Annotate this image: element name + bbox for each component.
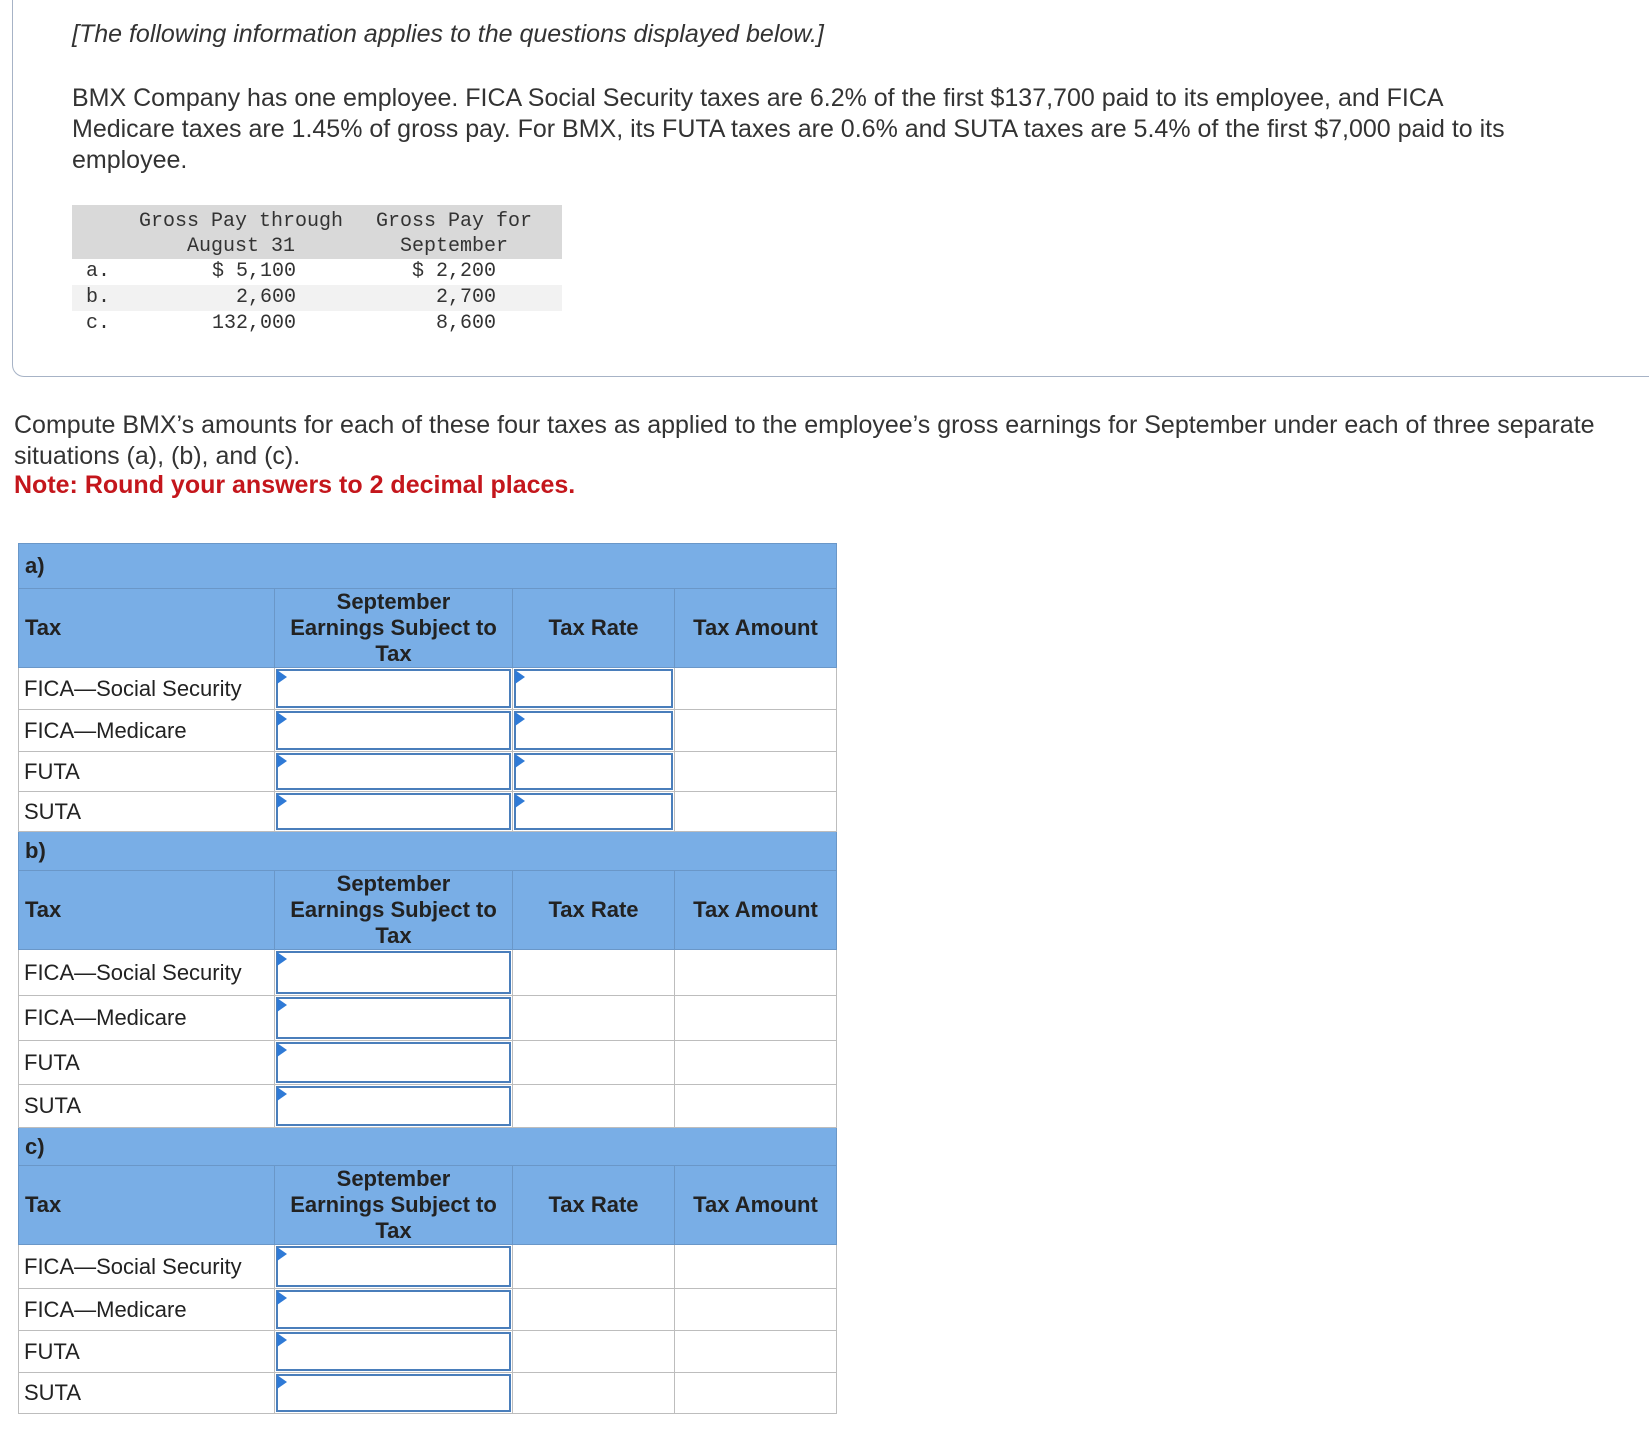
amount-column-header: Tax Amount	[675, 1166, 837, 1245]
table-row	[19, 1245, 837, 1289]
gross-pay-september-header: Gross Pay for September	[354, 205, 562, 259]
tax-amount-cell	[675, 1085, 837, 1128]
question-text: Compute BMX’s amounts for each of these four taxes as applied to the employee’s gross earnings for September under each of three separate situations (a), (b), and (c).	[14, 411, 1595, 470]
section-header-c	[19, 1128, 837, 1166]
row-label: c.	[86, 312, 111, 335]
rate-input[interactable]	[513, 792, 675, 832]
table-row	[19, 1289, 837, 1331]
gross-pay-table	[72, 205, 562, 337]
section-header-a	[19, 544, 837, 589]
tax-rate-cell	[513, 1373, 675, 1414]
table-row	[19, 996, 837, 1041]
earnings-input[interactable]	[275, 1289, 513, 1331]
august-value: $ 5,100	[211, 260, 296, 283]
tax-name: FICA—Medicare	[19, 1289, 275, 1331]
column-header-row	[19, 589, 837, 668]
tax-amount-cell	[675, 1245, 837, 1289]
label-header	[72, 205, 128, 259]
earnings-input[interactable]	[275, 668, 513, 710]
gross-pay-row	[72, 285, 562, 311]
rate-input[interactable]	[513, 710, 675, 752]
september-value: $ 2,200	[411, 260, 496, 283]
tax-amount-cell	[675, 950, 837, 996]
column-header-row	[19, 1166, 837, 1245]
tax-rate-cell	[513, 1245, 675, 1289]
problem-text: BMX Company has one employee. FICA Social Security taxes are 6.2% of the first $137,700 paid to its employee, and FICA Medicare taxes are 1.45% of gross pay. For BMX, its FUTA taxes are 0.6% and SUTA taxes are 5.4% of the first $7,000 paid to its employee.	[72, 84, 1505, 174]
rounding-note: Note: Round your answers to 2 decimal places.	[14, 471, 576, 499]
tax-column-header: Tax	[19, 589, 275, 668]
row-label: a.	[86, 260, 111, 283]
tax-amount-cell	[675, 1331, 837, 1373]
section-label: c)	[19, 1128, 837, 1166]
tax-amount-cell	[675, 710, 837, 752]
column-header-row	[19, 871, 837, 950]
rate-input[interactable]	[513, 752, 675, 792]
gross-pay-row	[72, 259, 562, 285]
august-value: 2,600	[128, 285, 354, 311]
rate-column-header: Tax Rate	[513, 589, 675, 668]
tax-rate-cell	[513, 1289, 675, 1331]
earnings-input[interactable]	[275, 1245, 513, 1289]
earnings-input[interactable]	[275, 1085, 513, 1128]
tax-amount-cell	[675, 1289, 837, 1331]
tax-column-header: Tax	[19, 871, 275, 950]
tax-rate-cell	[513, 996, 675, 1041]
table-row	[19, 950, 837, 996]
tax-amount-cell	[675, 1373, 837, 1414]
tax-name: FICA—Medicare	[19, 996, 275, 1041]
september-value: 8,600	[435, 312, 496, 335]
amount-column-header: Tax Amount	[675, 589, 837, 668]
tax-rate-cell	[513, 1041, 675, 1085]
tax-rate-cell	[513, 1085, 675, 1128]
september-value: 2,700	[354, 285, 562, 311]
section-label: b)	[19, 832, 837, 871]
tax-name: FICA—Social Security	[19, 668, 275, 710]
earnings-column-header: September Earnings Subject to Tax	[275, 871, 513, 950]
rate-column-header: Tax Rate	[513, 871, 675, 950]
earnings-input[interactable]	[275, 950, 513, 996]
earnings-input[interactable]	[275, 1373, 513, 1414]
tax-amount-cell	[675, 752, 837, 792]
earnings-input[interactable]	[275, 1331, 513, 1373]
earnings-column-header: September Earnings Subject to Tax	[275, 589, 513, 668]
answer-table	[18, 543, 837, 1414]
tax-name: SUTA	[19, 792, 275, 832]
tax-name: FICA—Social Security	[19, 950, 275, 996]
tax-amount-cell	[675, 792, 837, 832]
tax-amount-cell	[675, 996, 837, 1041]
earnings-input[interactable]	[275, 792, 513, 832]
table-row	[19, 1373, 837, 1414]
tax-amount-cell	[675, 1041, 837, 1085]
table-row	[19, 752, 837, 792]
rate-input[interactable]	[513, 668, 675, 710]
tax-name: SUTA	[19, 1085, 275, 1128]
table-row	[19, 1085, 837, 1128]
tax-name: FICA—Medicare	[19, 710, 275, 752]
amount-column-header: Tax Amount	[675, 871, 837, 950]
tax-column-header: Tax	[19, 1166, 275, 1245]
table-row	[19, 668, 837, 710]
tax-name: FICA—Social Security	[19, 1245, 275, 1289]
tax-name: FUTA	[19, 1041, 275, 1085]
earnings-input[interactable]	[275, 752, 513, 792]
august-value: 132,000	[211, 312, 296, 335]
gross-pay-august-header: Gross Pay through August 31	[128, 205, 354, 259]
row-label: b.	[72, 285, 128, 311]
rate-column-header: Tax Rate	[513, 1166, 675, 1245]
table-row	[19, 1041, 837, 1085]
gross-pay-row	[72, 311, 562, 337]
tax-name: SUTA	[19, 1373, 275, 1414]
tax-amount-cell	[675, 668, 837, 710]
intro-text: [The following information applies to the questions displayed below.]	[72, 20, 824, 48]
gross-pay-header-row	[72, 205, 562, 259]
table-row	[19, 792, 837, 832]
tax-rate-cell	[513, 1331, 675, 1373]
table-row	[19, 710, 837, 752]
tax-rate-cell	[513, 950, 675, 996]
tax-name: FUTA	[19, 752, 275, 792]
section-header-b	[19, 832, 837, 871]
section-label: a)	[19, 544, 837, 589]
earnings-column-header: September Earnings Subject to Tax	[275, 1166, 513, 1245]
earnings-input[interactable]	[275, 996, 513, 1041]
earnings-input[interactable]	[275, 710, 513, 752]
tax-name: FUTA	[19, 1331, 275, 1373]
table-row	[19, 1331, 837, 1373]
earnings-input[interactable]	[275, 1041, 513, 1085]
